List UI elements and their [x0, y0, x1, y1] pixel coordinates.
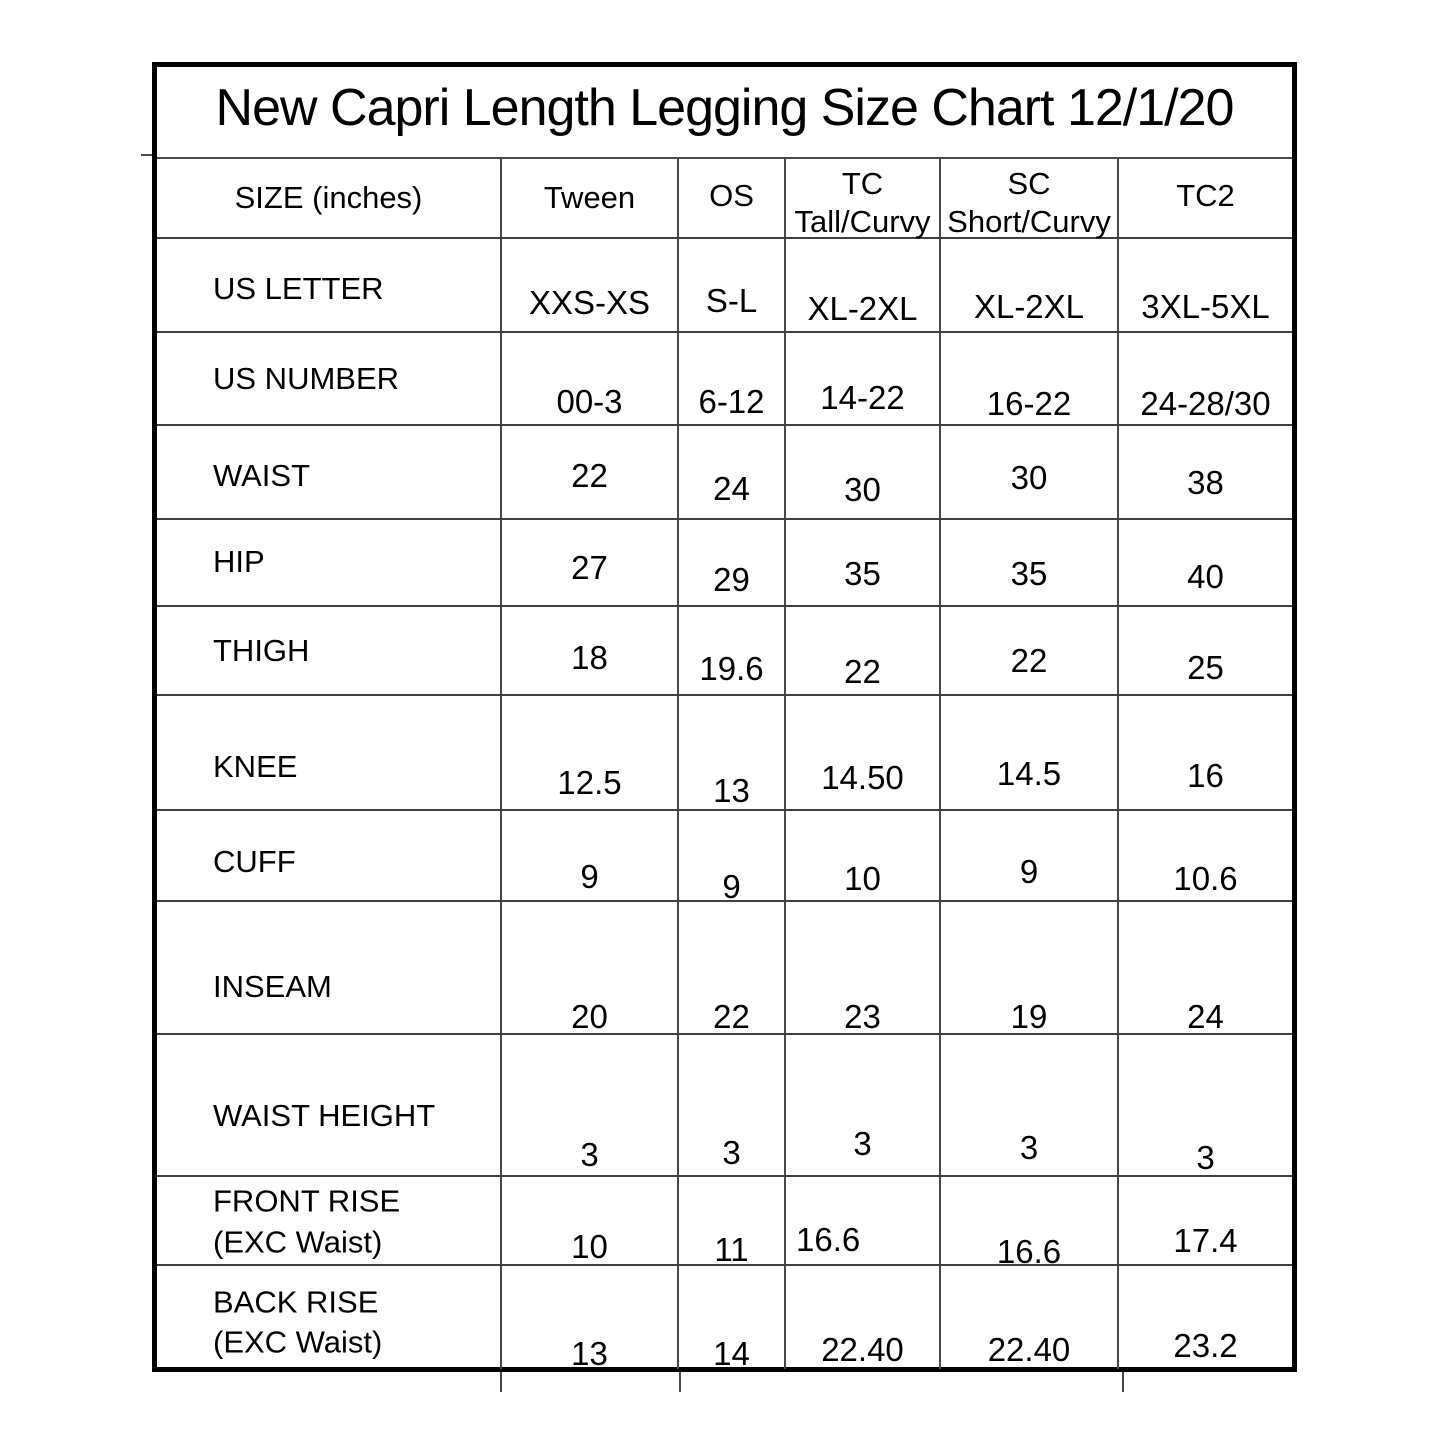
chart-title-row — [157, 67, 1292, 159]
table-row-thigh — [157, 607, 1292, 696]
row-label-front-rise: FRONT RISE (EXC Waist) — [213, 1183, 401, 1260]
header-sc-label: SC Short/Curvy — [947, 166, 1111, 240]
table-row-front-rise — [157, 1177, 1292, 1270]
cell-us-letter-sc: XL-2XL — [973, 287, 1085, 325]
grid-line-tail — [500, 1372, 502, 1392]
header-tc2-cell — [1119, 159, 1292, 237]
cell-thigh-sc: 22 — [1010, 641, 1048, 679]
table-row-waist-height — [157, 1035, 1292, 1177]
cell-us-letter-tc2: 3XL-5XL — [1141, 287, 1270, 325]
chart-title: New Capri Length Legging Size Chart 12/1/20 — [215, 79, 1234, 138]
cell-inseam-os: 22 — [713, 998, 750, 1036]
cell-knee-tc: 14.50 — [821, 759, 904, 797]
cell-thigh-tween: 18 — [571, 639, 608, 677]
cell-front-rise-tc2: 17.4 — [1173, 1221, 1238, 1259]
table-row-hip — [157, 520, 1292, 607]
cell-waist-height-tc2: 3 — [1196, 1139, 1215, 1177]
row-label-inseam: INSEAM — [213, 968, 332, 1004]
table-row-us-letter — [157, 239, 1292, 333]
cell-front-rise-tc: 16.6 — [796, 1220, 861, 1258]
row-label-cuff: CUFF — [213, 843, 296, 879]
cell-waist-tween: 22 — [571, 456, 608, 494]
cell-knee-os: 13 — [713, 771, 750, 809]
cell-hip-os: 29 — [713, 560, 750, 598]
row-label-us-number: US NUMBER — [213, 360, 400, 396]
cell-waist-tc2: 38 — [1187, 463, 1224, 501]
header-tween-label: Tween — [543, 180, 636, 216]
cell-thigh-os: 19.6 — [699, 649, 764, 687]
cell-waist-height-tc: 3 — [853, 1125, 872, 1163]
header-tc2-label: TC2 — [1176, 178, 1235, 214]
grid-line-tail — [1122, 1372, 1124, 1392]
cell-waist-height-sc: 3 — [1019, 1129, 1039, 1167]
cell-back-rise-os: 14 — [713, 1334, 750, 1372]
header-size-label: SIZE (inches) — [234, 180, 423, 216]
cell-knee-sc: 14.5 — [996, 754, 1062, 792]
cell-front-rise-os: 11 — [714, 1230, 749, 1268]
row-label-waist-height: WAIST HEIGHT — [213, 1098, 436, 1134]
cell-waist-tc: 30 — [844, 471, 881, 509]
row-label-us-letter: US LETTER — [213, 270, 384, 306]
cell-cuff-sc: 9 — [1019, 852, 1039, 890]
table-row-cuff — [157, 811, 1292, 905]
cell-thigh-tc2: 25 — [1187, 648, 1224, 686]
cell-us-number-sc: 16-22 — [986, 384, 1072, 422]
table-row-us-number — [157, 333, 1292, 426]
cell-us-letter-tc: XL-2XL — [807, 289, 918, 327]
cell-thigh-tc: 22 — [844, 653, 881, 691]
cell-back-rise-tween: 13 — [571, 1334, 608, 1372]
cell-us-letter-os: S-L — [705, 281, 758, 319]
row-label-hip: HIP — [213, 543, 265, 579]
header-os-label: OS — [709, 178, 754, 214]
cell-back-rise-tc2: 23.2 — [1173, 1327, 1238, 1365]
row-label-waist: WAIST — [213, 457, 311, 493]
cell-waist-sc: 30 — [1010, 458, 1048, 496]
grid-line-tick — [141, 154, 152, 156]
table-row-knee — [157, 696, 1292, 811]
cell-back-rise-sc: 22.40 — [987, 1331, 1071, 1369]
cell-hip-sc: 35 — [1010, 555, 1048, 593]
cell-hip-tc: 35 — [844, 555, 881, 593]
header-tween-cell — [502, 159, 679, 237]
cell-inseam-tc: 23 — [844, 998, 881, 1036]
cell-cuff-tc2: 10.6 — [1173, 859, 1238, 897]
cell-cuff-os: 9 — [722, 867, 741, 905]
cell-cuff-tc: 10 — [844, 859, 881, 897]
row-label-thigh: THIGH — [213, 632, 310, 668]
cell-us-number-tween: 00-3 — [556, 383, 623, 421]
header-os-cell — [679, 159, 786, 237]
cell-hip-tween: 27 — [571, 548, 608, 586]
cell-front-rise-sc: 16.6 — [996, 1232, 1062, 1270]
cell-cuff-tween: 9 — [580, 857, 599, 895]
table-row-inseam — [157, 902, 1292, 1035]
cell-us-number-os: 6-12 — [698, 383, 765, 421]
table-row-waist — [157, 426, 1292, 520]
cell-back-rise-tc: 22.40 — [821, 1331, 904, 1369]
cell-inseam-tween: 20 — [571, 998, 608, 1036]
cell-hip-tc2: 40 — [1187, 557, 1224, 595]
cell-waist-os: 24 — [713, 469, 750, 507]
cell-us-number-tc: 14-22 — [820, 378, 905, 416]
row-label-knee: KNEE — [213, 749, 298, 785]
header-size-cell — [157, 159, 502, 237]
cell-us-number-tc2: 24-28/30 — [1140, 384, 1271, 422]
table-header-row — [157, 159, 1292, 239]
size-chart-table — [152, 62, 1297, 1372]
header-tc-label: TC Tall/Curvy — [794, 166, 931, 240]
header-tc-cell — [786, 159, 941, 240]
grid-line-tail — [679, 1372, 681, 1392]
cell-front-rise-tween: 10 — [571, 1227, 608, 1265]
table-row-back-rise — [157, 1266, 1292, 1372]
cell-us-letter-tween: XXS-XS — [528, 284, 651, 322]
cell-inseam-tc2: 24 — [1187, 998, 1224, 1036]
cell-waist-height-os: 3 — [722, 1133, 741, 1171]
header-sc-cell — [941, 159, 1119, 240]
cell-waist-height-tween: 3 — [580, 1136, 599, 1174]
row-label-back-rise: BACK RISE (EXC Waist) — [213, 1284, 383, 1360]
cell-knee-tc2: 16 — [1187, 757, 1224, 795]
cell-inseam-sc: 19 — [1010, 998, 1048, 1036]
cell-knee-tween: 12.5 — [557, 763, 622, 801]
